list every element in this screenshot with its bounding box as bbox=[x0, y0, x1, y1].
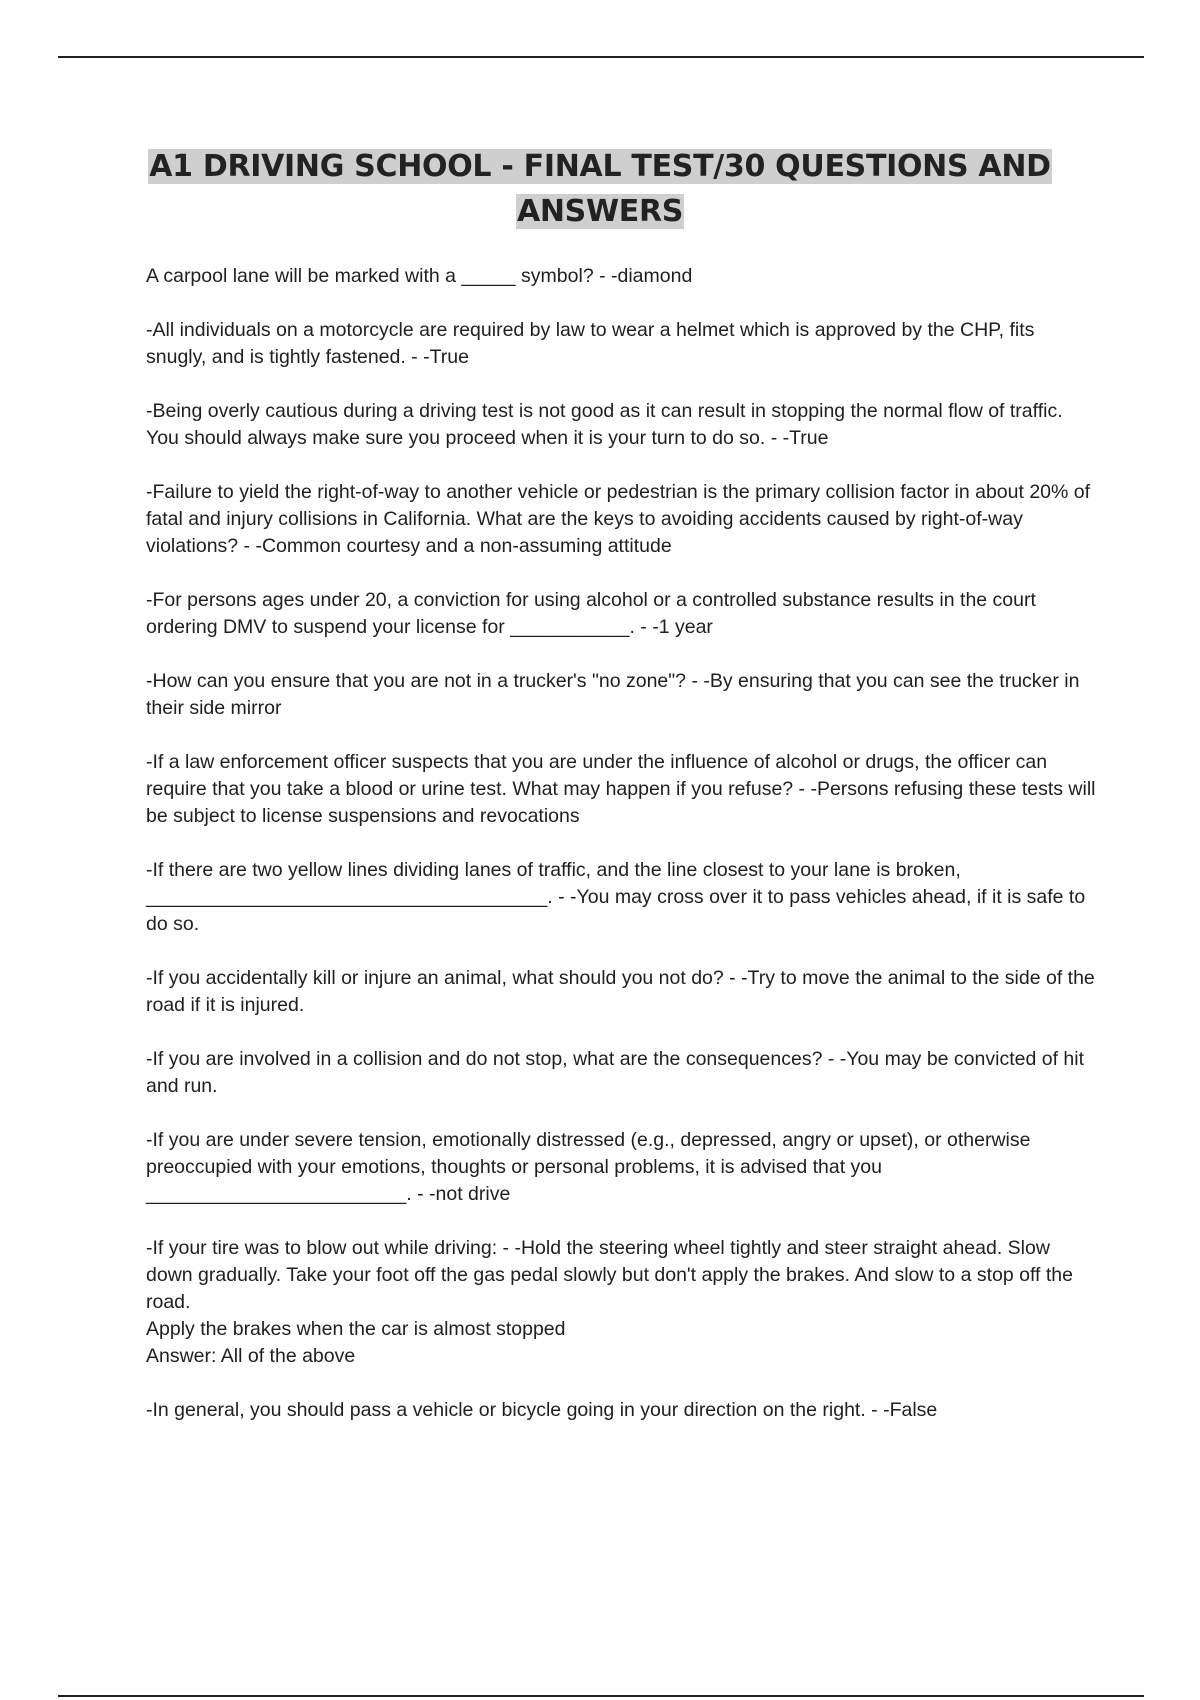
qa-item: -How can you ensure that you are not in a trucker's "no zone"? - -By ensuring that you can see the trucker in their side mirror bbox=[146, 670, 1085, 719]
qa-item: -If a law enforcement officer suspects that you are under the influence of alcohol or drugs, the officer can require that you take a blood or urine test. What may happen if you refuse? - -Persons refusing these tests will be subject to license suspensions and revocations bbox=[146, 751, 1101, 827]
document-title bbox=[100, 144, 1100, 234]
qa-item: -If you accidentally kill or injure an animal, what should you not do? - -Try to move the animal to the side of the road if it is injured. bbox=[146, 967, 1101, 1016]
qa-item: -If you are involved in a collision and do not stop, what are the consequences? - -You may be convicted of hit and run. bbox=[146, 1048, 1090, 1097]
question-answer-list bbox=[146, 263, 1101, 1451]
footer-divider bbox=[58, 1695, 1144, 1697]
qa-item: -In general, you should pass a vehicle or bicycle going in your direction on the right. - -False bbox=[146, 1399, 938, 1421]
qa-item: -All individuals on a motorcycle are required by law to wear a helmet which is approved by the CHP, fits snugly, and is tightly fastened. - -True bbox=[146, 319, 1040, 368]
header-divider bbox=[58, 56, 1144, 58]
qa-item: -Failure to yield the right-of-way to another vehicle or pedestrian is the primary collision factor in about 20% of fatal and injury collisions in California. What are the keys to avoiding accidents caused by right-of-way violations? - -Common courtesy and a non-assuming attitude bbox=[146, 481, 1096, 557]
qa-item: -For persons ages under 20, a conviction for using alcohol or a controlled substance results in the court ordering DMV to suspend your license for ___________. - -1 year bbox=[146, 589, 1042, 638]
qa-item: A carpool lane will be marked with a _____ symbol? - -diamond bbox=[146, 265, 693, 287]
qa-item: -If you are under severe tension, emotionally distressed (e.g., depressed, angry or upset), or otherwise preoccupied with your emotions, thoughts or personal problems, it is advised that you ________________________. - -not drive bbox=[146, 1129, 1036, 1205]
title-line-1: A1 DRIVING SCHOOL - FINAL TEST/30 QUESTIONS AND bbox=[149, 149, 1051, 184]
qa-item: -Being overly cautious during a driving test is not good as it can result in stopping the normal flow of traffic. You should always make sure you proceed when it is your turn to do so. - -True bbox=[146, 400, 1068, 449]
qa-item: -If there are two yellow lines dividing lanes of traffic, and the line closest to your lane is broken, _____________________________________. - -You may cross over it to pass vehicles ahead, if it is safe to do so. bbox=[146, 859, 1091, 935]
qa-item: -If your tire was to blow out while driving: - -Hold the steering wheel tightly and steer straight ahead. Slow down gradually. Take your foot off the gas pedal slowly but don't apply the brakes. And slow to a stop off the road. Apply the brakes when the car is almost stopped Answer: All of the above bbox=[146, 1237, 1073, 1367]
title-line-2: ANSWERS bbox=[516, 194, 684, 229]
